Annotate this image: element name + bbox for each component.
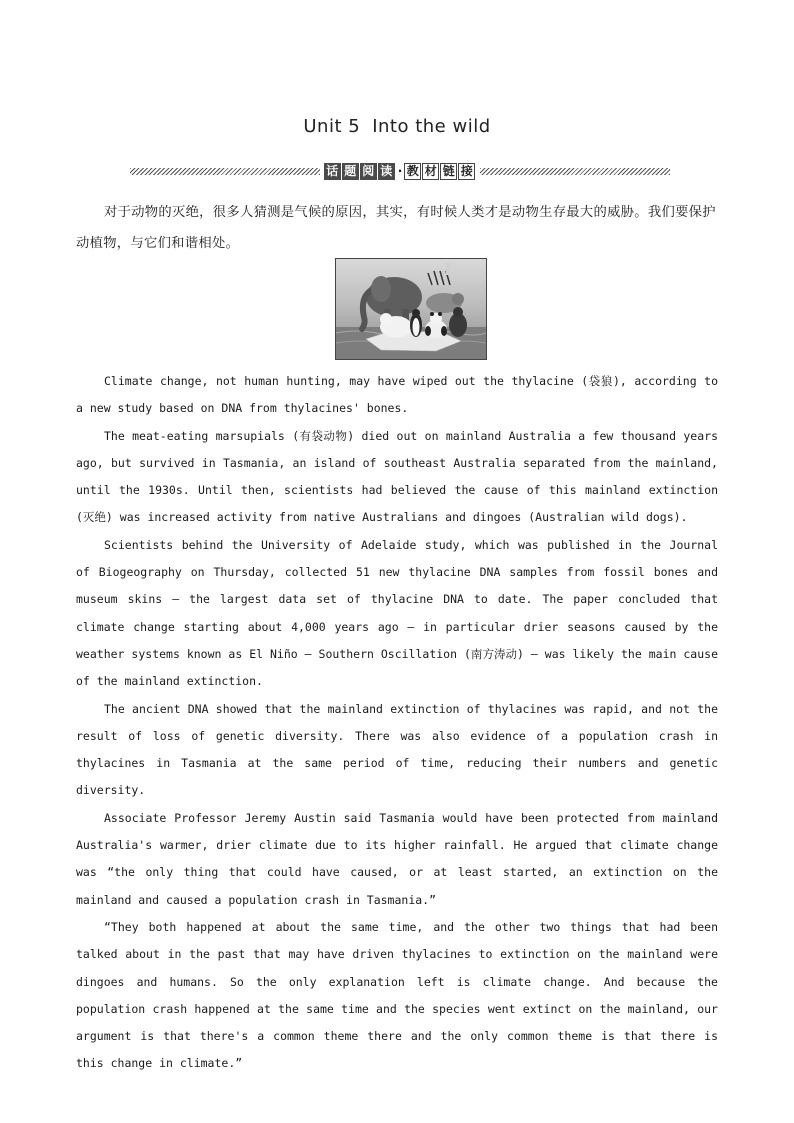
section-banner [130,162,670,180]
banner-label [324,163,477,180]
banner-separator: · [397,164,403,178]
banner-char: 题 [342,163,359,180]
unit-number: Unit 5 [303,116,361,137]
banner-char: 教 [404,163,421,180]
wildlife-illustration [336,259,486,359]
page-title [0,116,794,137]
unit-name: Into the wild [372,116,491,137]
banner-hatch-left [130,168,320,175]
banner-char: 链 [440,163,457,180]
banner-char: 读 [378,163,395,180]
banner-hatch-right [480,168,670,175]
article-body [76,368,718,1078]
banner-char: 材 [422,163,439,180]
article-paragraph: Associate Professor Jeremy Austin said Tasmania would have been protected from mainland Australia's warmer, drier climate due to its higher rainfall. He argued that climate change was “the only thing that could have caused, or at least started, an extinction on the mainland and caused a population crash in Tasmania.” [76,810,718,907]
banner-char: 话 [324,163,341,180]
intro-paragraph: 对于动物的灭绝，很多人猜测是气候的原因，其实，有时候人类才是动物生存最大的威胁。我们要保护动植物，与它们和谐相处。 [76,205,716,251]
banner-char: 接 [458,163,475,180]
article-paragraph: “They both happened at about the same time, and the other two things that had been talked about in the past that may have driven thylacines to extinction on the mainland were dingoes and humans. So the only explanation left is climate change. And because the population crash happened at the same time and the species went extinct on the mainland, our argument is that there's a common theme there and the only common theme is that there is this change in climate.” [76,919,718,1071]
article-paragraph: The ancient DNA showed that the mainland extinction of thylacines was rapid, and not the result of loss of genetic diversity. There was also evidence of a population crash in thylacines in Tasmania at the same period of time, reducing their numbers and genetic diversity. [76,701,718,798]
banner-char: 阅 [360,163,377,180]
article-paragraph: The meat-eating marsupials (有袋动物) died out on mainland Australia a few thousand years ago, but survived in Tasmania, an island of southeast Australia separated from the mainland, until the 1930s. Until then, scientists had believed the cause of this mainland extinction (灭绝) was increased activity from native Australians and dingoes (Australian wild dogs). [76,428,718,525]
wildlife-photo [335,258,487,360]
article-paragraph: Scientists behind the University of Adelaide study, which was published in the Journal of Biogeography on Thursday, collected 51 new thylacine DNA samples from fossil bones and museum skins — the largest data set of thylacine DNA to date. The paper concluded that climate change starting about 4,000 years ago — in particular drier seasons caused by the weather systems known as El Niño — Southern Oscillation (南方涛动) — was likely the main cause of the mainland extinction. [76,537,718,689]
article-paragraph: Climate change, not human hunting, may have wiped out the thylacine (袋狼), according to a new study based on DNA from thylacines' bones. [76,374,718,416]
